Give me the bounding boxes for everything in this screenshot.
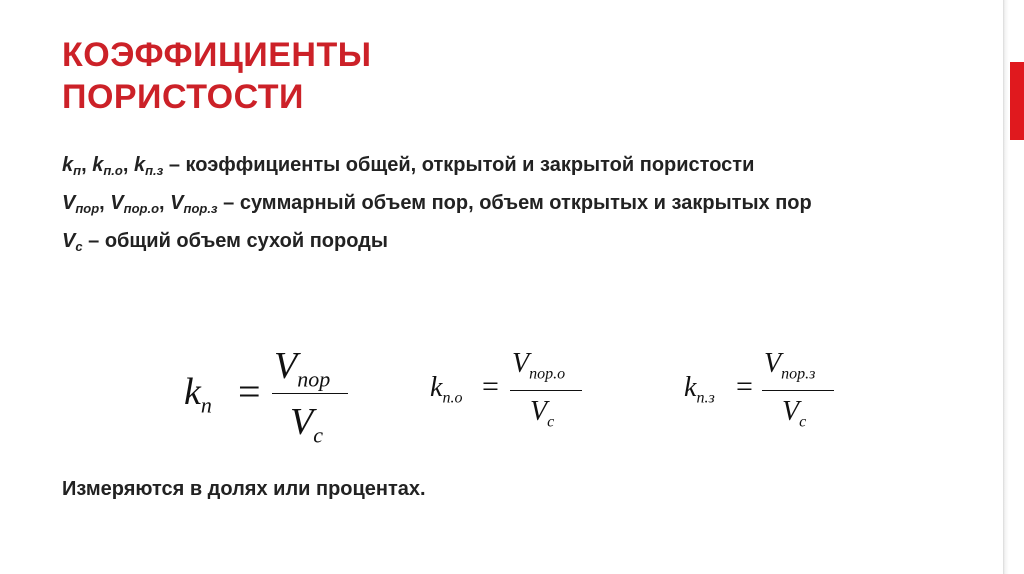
formula-closed-porosity [684,346,854,446]
definitions-list [62,150,942,264]
formula-denominator: $V_с$ [530,396,555,431]
symbol: $k_{п.о}$ [92,154,123,178]
formula-lhs: $k_{п.з}$ [684,372,715,407]
formula-total-porosity [178,340,358,450]
symbol: $V_{пор.з}$ [170,192,218,216]
symbol: $k_{п.з}$ [133,154,164,178]
definition-dry-rock-volume: $V_с$ – общий объем сухой породы [62,230,388,254]
formula-open-porosity [430,346,600,446]
definition-text: коэффициенты общей, открытой и закрытой пористости [185,154,755,176]
definition-text: суммарный объем пор, объем открытых и закрытых пор [239,192,812,214]
slide-title [62,34,372,118]
formula-numerator: $V_{пор.о}$ [512,348,566,383]
formula-numerator: $V_{пор}$ [274,345,331,392]
definition-porosity-coefficients: $k_п$, $k_{п.о}$, $k_{п.з}$ – коэффициенты общей, открытой и закрытой пористости [62,154,755,178]
symbol: $k_п$ [62,154,82,178]
formula-lhs: $k_п$ [184,371,212,418]
definition-text: общий объем сухой породы [104,230,388,252]
formula-denominator: $V_с$ [782,396,807,431]
formula-equals-sign: = [482,370,499,403]
formula-lhs: $k_{п.о}$ [430,372,463,407]
fraction-bar [272,393,348,394]
slide-title-line-1: КОЭФФИЦИЕНТЫ [62,36,372,74]
measurement-note: Измеряются в долях или процентах. [62,478,426,500]
fraction-bar [510,390,582,391]
formula-numerator: $V_{пор.з}$ [764,348,816,383]
symbol: $V_{пор}$ [62,192,100,216]
formula-equals-sign: = [238,369,261,414]
slide-title-line-2: ПОРИСТОСТИ [62,78,304,116]
accent-bar [1010,62,1024,140]
formula-denominator: $V_с$ [290,401,323,448]
symbol: $V_с$ [62,230,83,254]
formula-equals-sign: = [736,370,753,403]
fraction-bar [762,390,834,391]
symbol: $V_{пор.о}$ [110,192,160,216]
definition-pore-volumes: $V_{пор}$, $V_{пор.о}$, $V_{пор.з}$ – суммарный объем пор, объем открытых и закрытых пор [62,192,812,216]
